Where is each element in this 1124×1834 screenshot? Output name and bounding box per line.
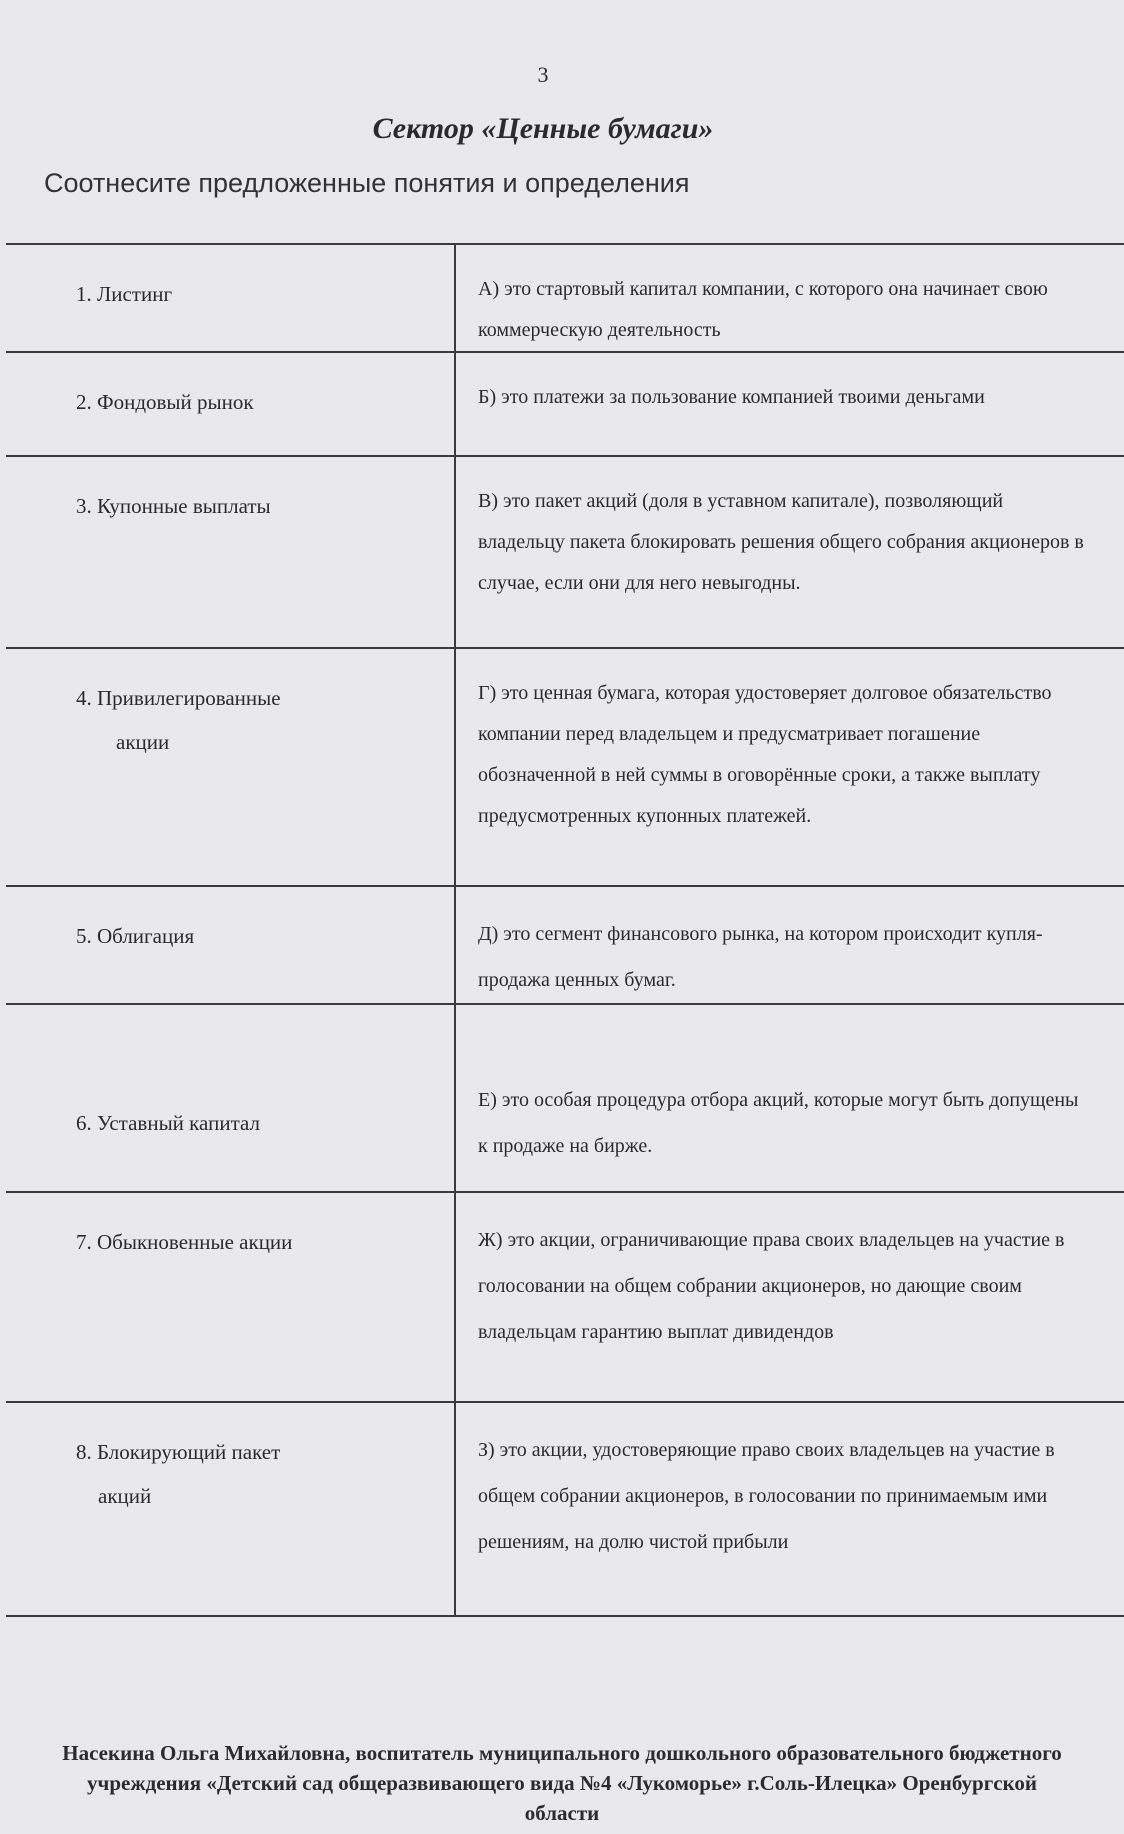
term-text: 3. Купонные выплаты — [76, 494, 271, 518]
term-text-continued: акций — [98, 1484, 152, 1508]
term-cell — [6, 886, 455, 1004]
term-cell — [6, 1004, 455, 1192]
definition-cell — [455, 244, 1124, 352]
term-text-continued: акции — [116, 730, 170, 754]
table-row — [6, 886, 1124, 1004]
term-cell — [6, 352, 455, 456]
definition-text: Г) это ценная бумага, которая удостоверяет долговое обязательство компании перед владельцем и предусматривает погашение обозначенной в ней суммы в оговорённые сроки, а также выплату предусмотренных купонных платежей. — [478, 682, 1052, 827]
table-row — [6, 1192, 1124, 1402]
definition-text: Ж) это акции, ограничивающие права своих владельцев на участие в голосовании на общем собрании акционеров, но дающие своим владельцам гарантию выплат дивидендов — [478, 1229, 1065, 1343]
definition-text: Е) это особая процедура отбора акций, которые могут быть допущены к продаже на бирже. — [478, 1089, 1079, 1157]
term-cell — [6, 456, 455, 648]
footer-line: области — [524, 1801, 600, 1825]
term-text: 6. Уставный капитал — [76, 1111, 260, 1135]
task-instruction: Соотнесите предложенные понятия и определения — [44, 168, 690, 198]
term-text: 2. Фондовый рынок — [76, 390, 254, 414]
term-text: 1. Листинг — [76, 282, 173, 306]
definition-text: В) это пакет акций (доля в уставном капитале), позволяющий владельцу пакета блокировать решения общего собрания акционеров в случае, если они для него невыгодны. — [478, 490, 1084, 594]
table-row — [6, 244, 1124, 352]
definition-text: Д) это сегмент финансового рынка, на котором происходит купля-продажа ценных бумаг. — [478, 923, 1043, 991]
term-text: 5. Облигация — [76, 924, 195, 948]
footer-line: Насекина Ольга Михайловна, воспитатель муниципального дошкольного образовательного бюджетного — [62, 1741, 1062, 1765]
definition-text: З) это акции, удостоверяющие право своих владельцев на участие в общем собрании акционеров, в голосовании по принимаемым ими решениям, на долю чистой прибыли — [478, 1439, 1055, 1553]
footer-line: учреждения «Детский сад общеразвивающего вида №4 «Лукоморье» г.Соль-Илецка» Оренбургской — [87, 1771, 1037, 1795]
table-row — [6, 1004, 1124, 1192]
page-title: Сектор «Ценные бумаги» — [372, 112, 714, 145]
definition-cell — [455, 1192, 1124, 1402]
definition-text: А) это стартовый капитал компании, с которого она начинает свою коммерческую деятельность — [478, 278, 1048, 341]
definition-cell — [455, 456, 1124, 648]
term-cell — [6, 648, 455, 886]
definition-text: Б) это платежи за пользование компанией твоими деньгами — [478, 386, 985, 408]
term-cell — [6, 1402, 455, 1616]
definition-cell — [455, 886, 1124, 1004]
term-cell — [6, 1192, 455, 1402]
definition-cell — [455, 648, 1124, 886]
table-row — [6, 648, 1124, 886]
matching-table — [6, 243, 1124, 1617]
term-cell — [6, 244, 455, 352]
definition-cell — [455, 1004, 1124, 1192]
term-text: 4. Привилегированные — [76, 686, 281, 710]
definition-cell — [455, 1402, 1124, 1616]
page-number: 3 — [537, 62, 549, 87]
definition-cell — [455, 352, 1124, 456]
table-row — [6, 1402, 1124, 1616]
author-footer — [0, 1738, 1124, 1828]
term-text: 8. Блокирующий пакет — [76, 1440, 281, 1464]
table-row — [6, 352, 1124, 456]
table-row — [6, 456, 1124, 648]
term-text: 7. Обыкновенные акции — [76, 1230, 293, 1254]
